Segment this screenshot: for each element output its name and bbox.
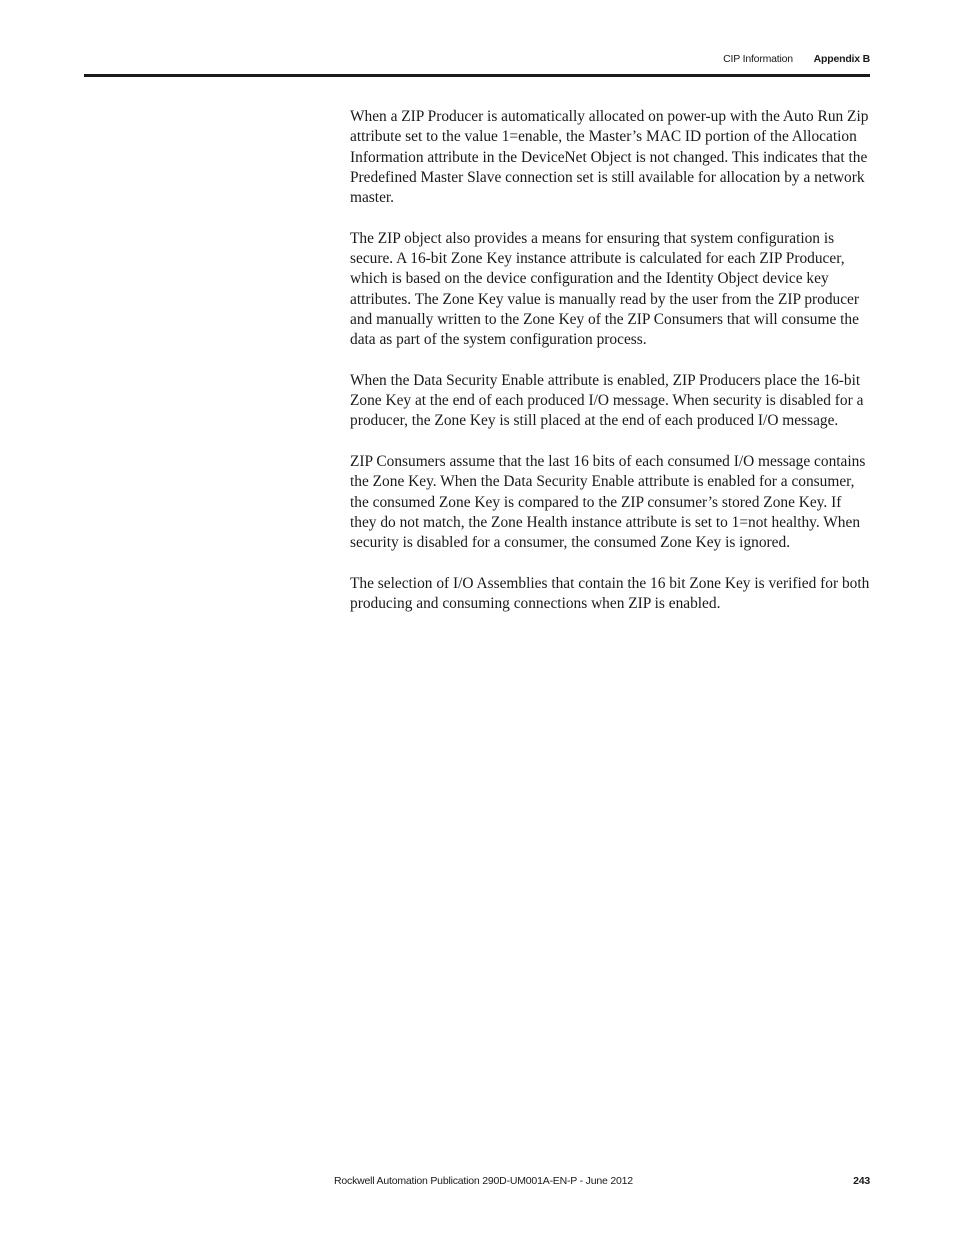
page-number: 243 xyxy=(853,1175,870,1187)
header-appendix-label: Appendix B xyxy=(813,53,870,65)
paragraph-zip-consumers: ZIP Consumers assume that the last 16 bits of each consumed I/O message contains the Zone Key. When the Data Security Enable attribute is enabled for a consumer, the consumed Zone Key is compared to the ZIP consumer’s stored Zone Key. If they do not match, the Zone Health instance attribute is set to 1=not healthy. When security is disabled for a consumer, the consumed Zone Key is ignored. xyxy=(350,453,866,552)
footer-publication: Rockwell Automation Publication 290D-UM001A-EN-P - June 2012 xyxy=(334,1175,633,1187)
paragraph-zone-key: The ZIP object also provides a means for ensuring that system configuration is secure. A 16-bit Zone Key instance attribute is calculated for each ZIP Producer, which is based on the device configuration and the Identity Object device key attributes. The Zone Key value is manually read by the user from the ZIP producer and manually written to the Zone Key of the ZIP Consumers that will consume the data as part of the system configuration process. xyxy=(350,229,860,349)
paragraph-auto-run-zip: When a ZIP Producer is automatically allocated on power-up with the Auto Run Zip attribute set to the value 1=enable, the Master’s MAC ID portion of the Allocation Information attribute in the DeviceNet Object is not changed. This indicates that the Predefined Master Slave connection set is still available for allocation by a network master. xyxy=(350,108,869,207)
body-text xyxy=(350,107,870,635)
paragraph-data-security-producer: When the Data Security Enable attribute is enabled, ZIP Producers place the 16-bit Zone Key at the end of each produced I/O message. When security is disabled for a producer, the Zone Key is still placed at the end of each produced I/O message. xyxy=(350,371,864,430)
header-divider xyxy=(84,74,870,77)
running-header xyxy=(723,53,870,65)
paragraph-io-assemblies: The selection of I/O Assemblies that contain the 16 bit Zone Key is verified for both producing and consuming connections when ZIP is enabled. xyxy=(350,574,870,613)
header-section-title: CIP Information xyxy=(723,53,793,65)
